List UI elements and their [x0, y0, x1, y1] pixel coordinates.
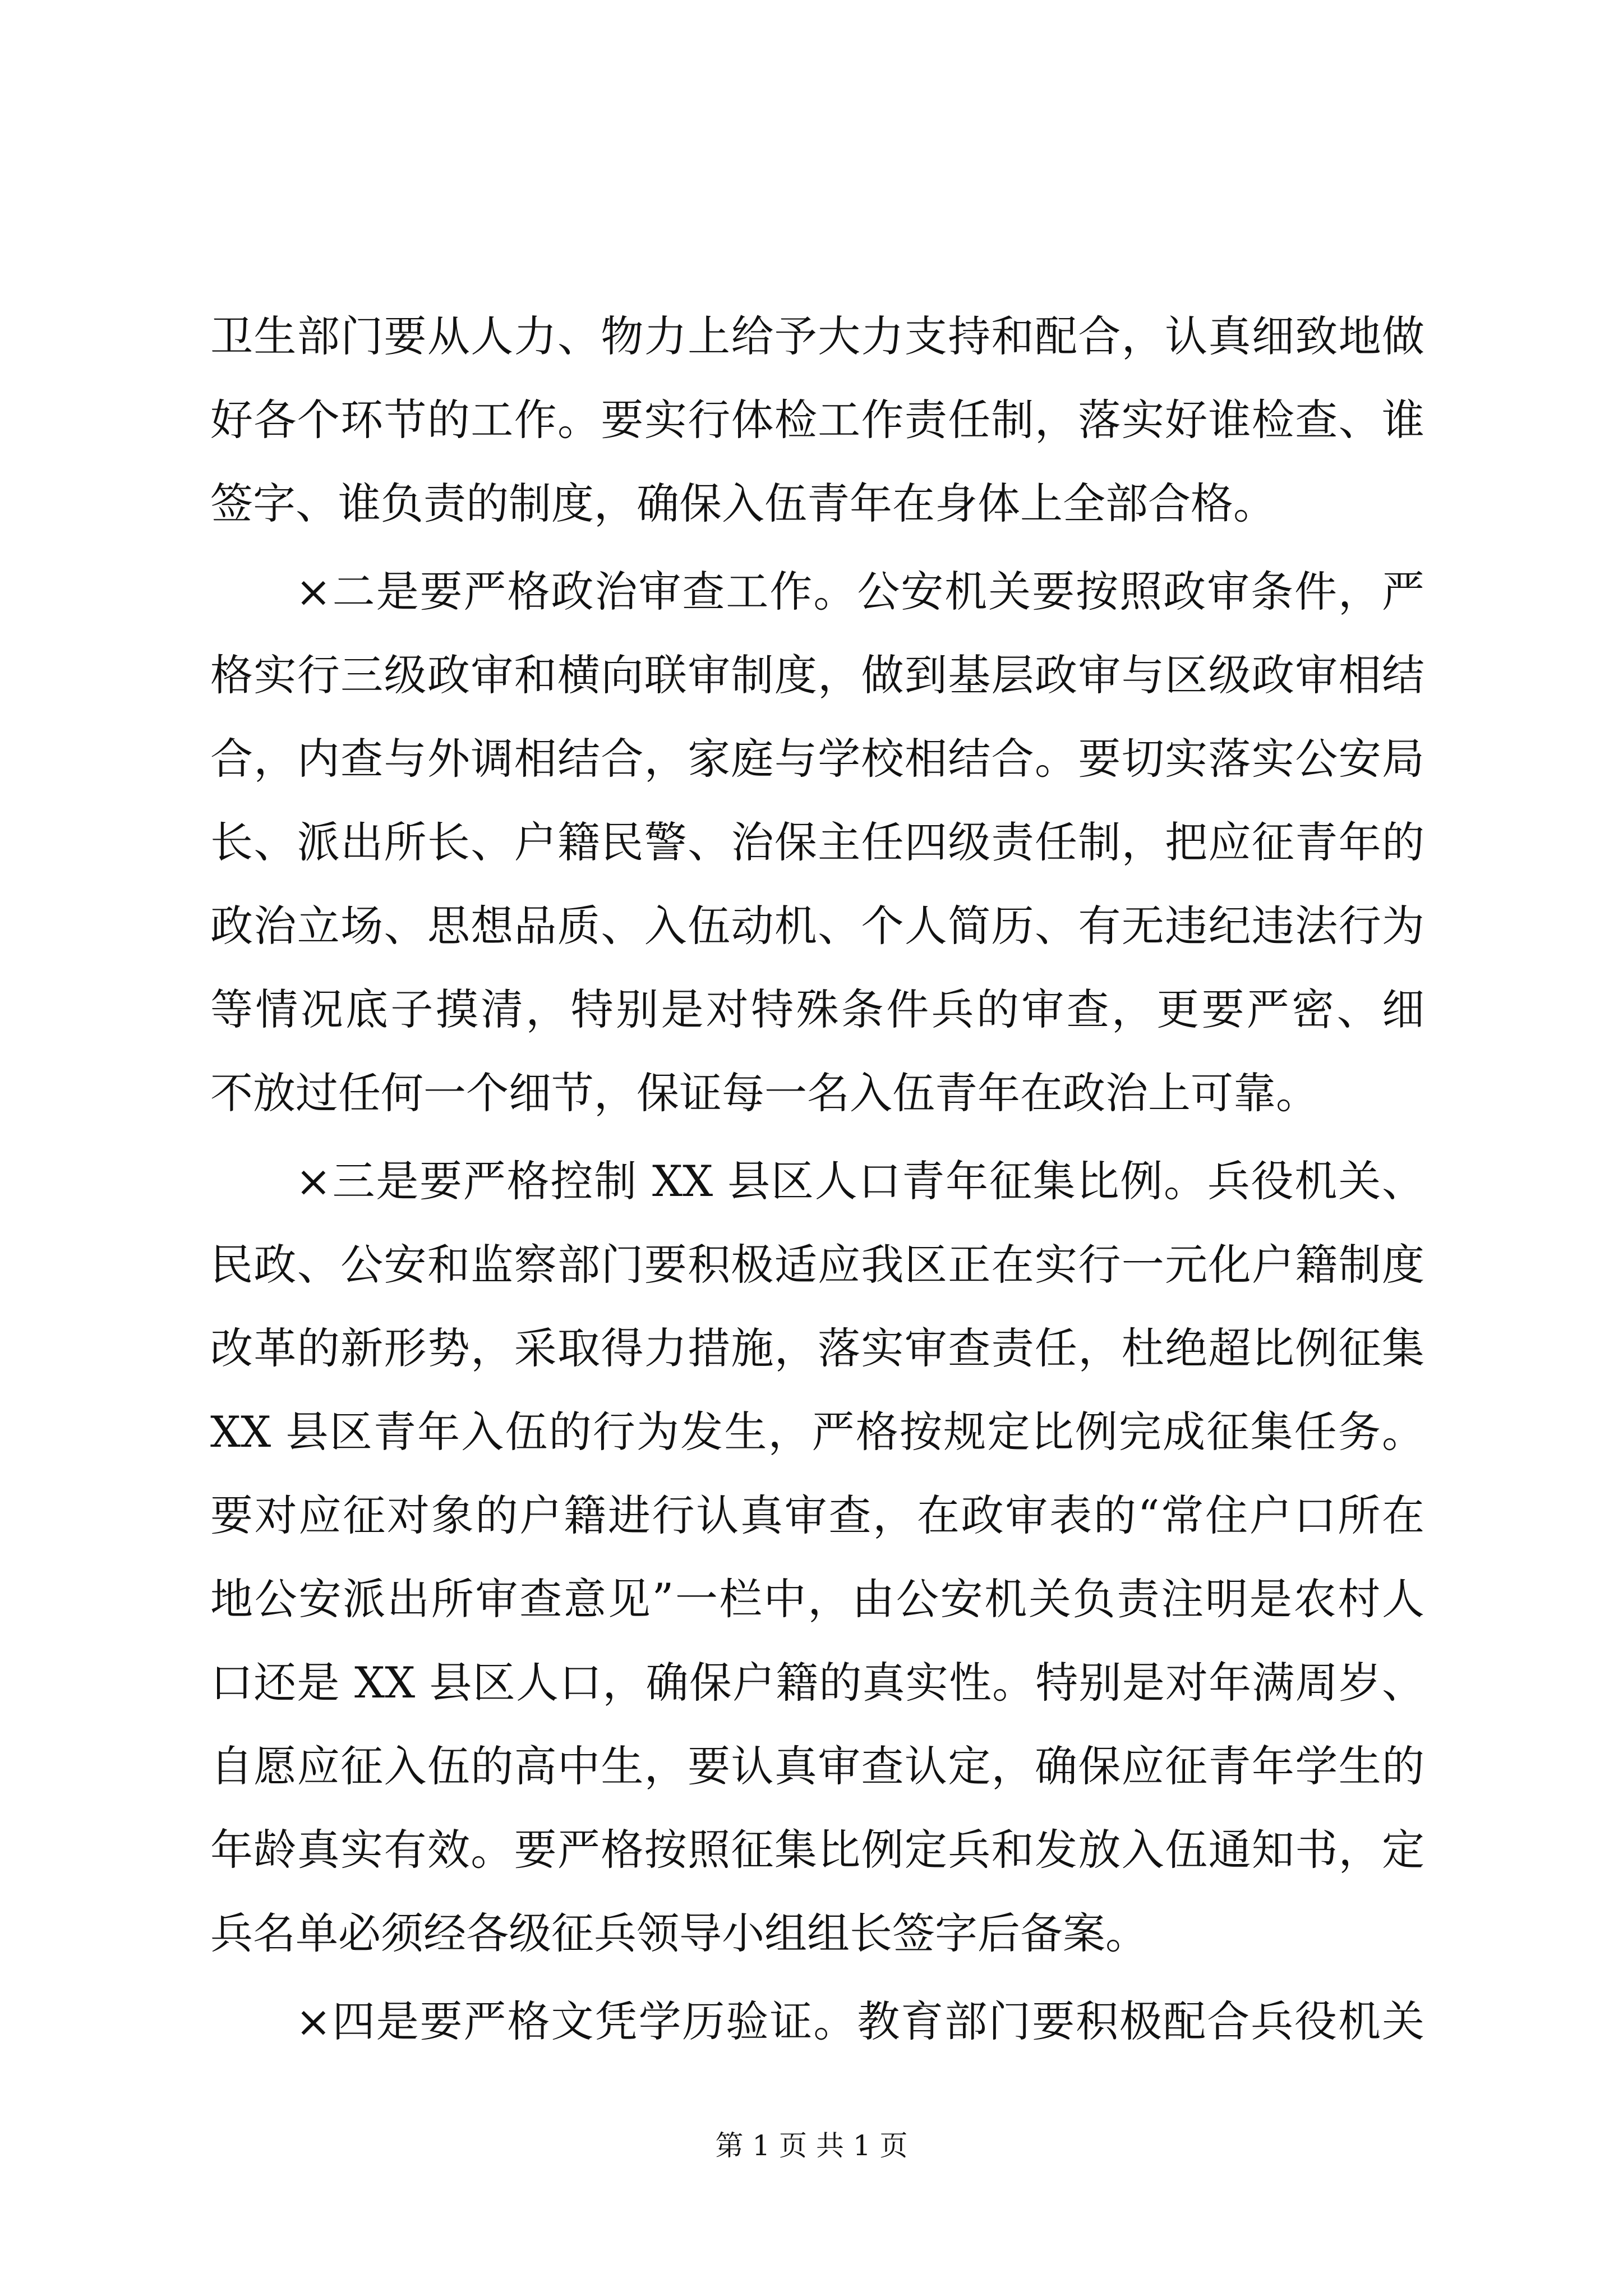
text-line: 要对应征对象的户籍进行认真审查，在政审表的“常住户口所在 — [210, 1490, 1424, 1540]
text-line: 签字、谁负责的制度，确保入伍青年在身体上全部合格。 — [210, 478, 1276, 528]
text-line: 合，内查与外调相结合，家庭与学校相结合。要切实落实公安局 — [210, 734, 1424, 784]
text-line: 好各个环节的工作。要实行体检工作责任制，落实好谁检查、谁 — [210, 395, 1424, 445]
text-line: 自愿应征入伍的高中生，要认真审查认定，确保应征青年学生的 — [210, 1741, 1424, 1791]
text-line: 改革的新形势，采取得力措施，落实审查责任，杜绝超比例征集 — [210, 1323, 1424, 1373]
paragraph-recruitment-ratio — [210, 1139, 1424, 1975]
text-line: 不放过任何一个细节，保证每一名入伍青年在政治上可靠。 — [210, 1068, 1318, 1118]
text-line: 口还是 XX 县区人口，确保户籍的真实性。特别是对年满周岁、 — [210, 1658, 1424, 1708]
paragraph-health-check — [210, 295, 1424, 545]
text-line: 地公安派出所审查意见”一栏中，由公安机关负责注明是农村人 — [210, 1574, 1424, 1624]
text-line: XX 县区青年入伍的行为发生，严格按规定比例完成征集任务。 — [210, 1407, 1424, 1457]
page-footer: 第 1 页 共 1 页 — [715, 2129, 908, 2162]
text-line: 卫生部门要从人力、物力上给予大力支持和配合，认真细致地做 — [210, 311, 1424, 361]
text-line: 民政、公安和监察部门要积极适应我区正在实行一元化户籍制度 — [210, 1240, 1424, 1290]
paragraph-political-review — [210, 550, 1424, 1135]
text-line: ×四是要严格文凭学历验证。教育部门要积极配合兵役机关 — [296, 1996, 1424, 2046]
text-line: ×二是要严格政治审查工作。公安机关要按照政审条件，严 — [296, 567, 1424, 616]
text-line: 等情况底子摸清，特别是对特殊条件兵的审查，更要严密、细 — [210, 984, 1424, 1034]
text-line: 政治立场、思想品质、入伍动机、个人简历、有无违纪违法行为 — [210, 901, 1424, 951]
text-line: 兵名单必须经各级征兵领导小组组长签字后备案。 — [210, 1908, 1148, 1958]
text-line: 年龄真实有效。要严格按照征集比例定兵和发放入伍通知书，定 — [210, 1825, 1424, 1875]
text-line: 长、派出所长、户籍民警、治保主任四级责任制，把应征青年的 — [210, 817, 1424, 867]
paragraph-diploma-verification — [210, 1980, 1424, 2063]
document-body — [210, 295, 1424, 2068]
text-line: ×三是要严格控制 XX 县区人口青年征集比例。兵役机关、 — [296, 1156, 1424, 1206]
text-line: 格实行三级政审和横向联审制度，做到基层政审与区级政审相结 — [210, 650, 1424, 700]
